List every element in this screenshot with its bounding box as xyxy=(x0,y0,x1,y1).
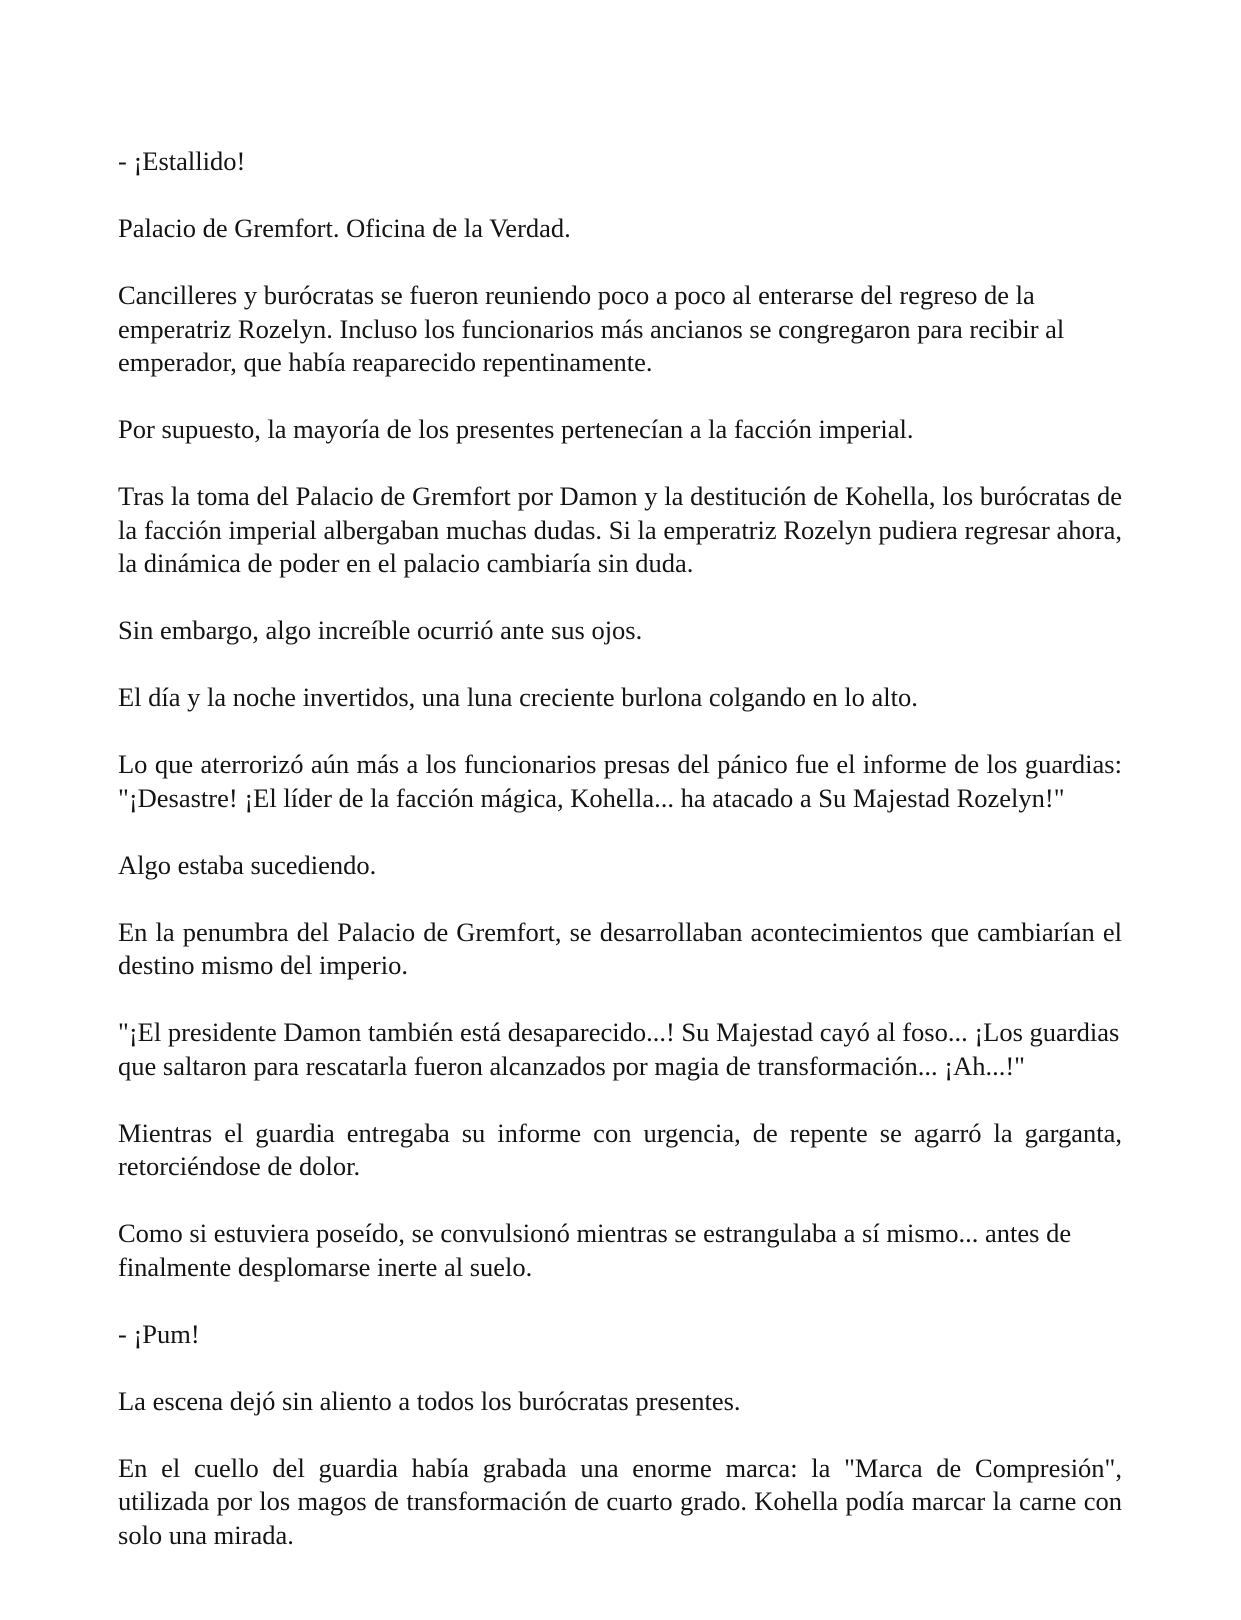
paragraph-imperial-faction: Por supuesto, la mayoría de los presentes pertenecían a la facción imperial. xyxy=(118,414,914,444)
paragraph-compression-mark: En el cuello del guardia había grabada una enorme marca: la "Marca de Compresión", utilizada por los magos de transformación de cuarto grado. Kohella podía marcar la carne con solo una mirada. xyxy=(118,1452,1122,1550)
paragraph-damon-missing: "¡El presidente Damon también está desaparecido...! Su Majestad cayó al foso... ¡Los guardias que saltaron para rescatarla fueron alcanzados por magia de transformación... ¡Ah...!" xyxy=(118,1017,1120,1081)
paragraph-penumbra: En la penumbra del Palacio de Gremfort, se desarrollaban acontecimientos que cambiarían el destino mismo del imperio. xyxy=(118,916,1122,980)
paragraph-guard-throat: Mientras el guardia entregaba su informe con urgencia, de repente se agarró la garganta, retorciéndose de dolor. xyxy=(118,1117,1122,1181)
paragraph-crescent-moon: El día y la noche invertidos, una luna creciente burlona colgando en lo alto. xyxy=(118,682,918,712)
paragraph-sound-effect-estallido: - ¡Estallido! xyxy=(118,146,246,176)
paragraph-possessed: Como si estuviera poseído, se convulsionó mientras se estrangulaba a sí mismo... antes de finalmente desplomarse inerte al suelo. xyxy=(118,1218,1072,1282)
paragraph-something-incredible: Sin embargo, algo increíble ocurrió ante sus ojos. xyxy=(118,615,643,645)
paragraph-power-dynamics: Tras la toma del Palacio de Gremfort por Damon y la destitución de Kohella, los burócratas de la facción imperial albergaban muchas dudas. Si la emperatriz Rozelyn pudiera regresar ahora, la dinámica de poder en el palacio cambiaría sin duda. xyxy=(118,481,1122,578)
paragraph-scene-heading: Palacio de Gremfort. Oficina de la Verdad. xyxy=(118,213,571,243)
body-text xyxy=(118,145,1122,1586)
paragraph-sound-effect-pum: - ¡Pum! xyxy=(118,1318,200,1349)
paragraph-guards-report: Lo que aterrorizó aún más a los funcionarios presas del pánico fue el informe de los guardias: "¡Desastre! ¡El líder de la facción mágica, Kohella... ha atacado a Su Majestad Rozelyn!" xyxy=(118,749,1122,813)
paragraph-something-happening: Algo estaba sucediendo. xyxy=(118,849,377,880)
paragraph-breathless: La escena dejó sin aliento a todos los burócratas presentes. xyxy=(118,1385,741,1416)
paragraph-chancellors-gather: Cancilleres y burócratas se fueron reuniendo poco a poco al enterarse del regreso de la emperatriz Rozelyn. Incluso los funcionarios más ancianos se congregaron para recibir al emperador, que había reaparecido repentinamente. xyxy=(118,280,1065,377)
